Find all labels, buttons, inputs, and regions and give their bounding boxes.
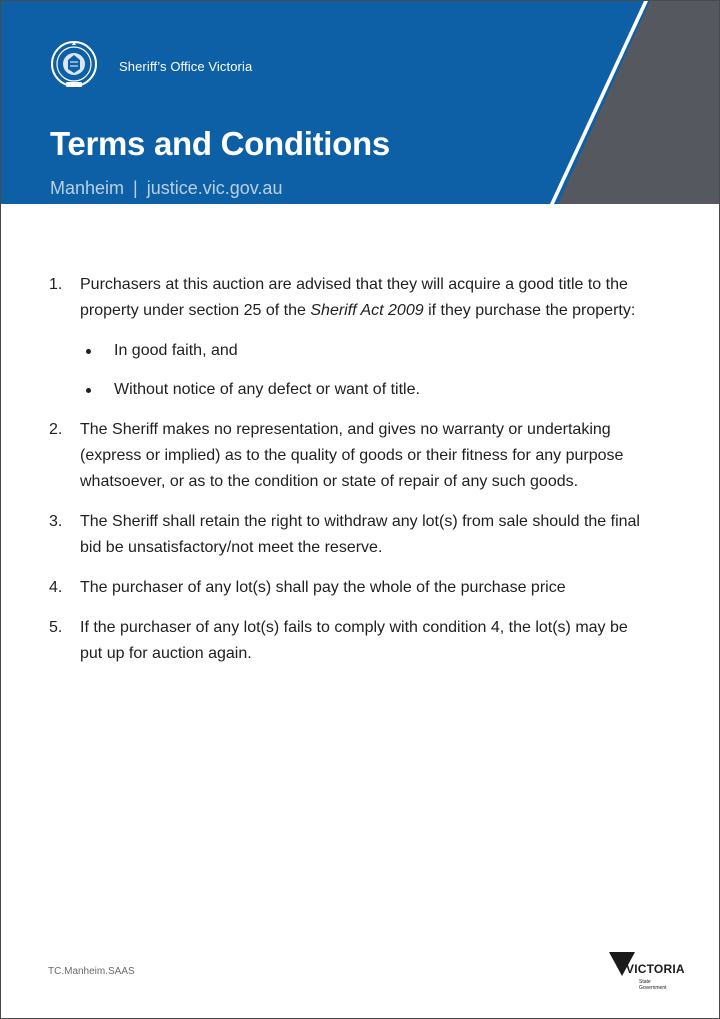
victoria-logo-word: VICTORIA (626, 962, 685, 976)
term-number: 2. (49, 421, 63, 438)
term-item (49, 509, 649, 561)
term-item (49, 575, 649, 601)
act-name: Sheriff Act 2009 (310, 302, 424, 319)
header-diagonal-stripe (1, 1, 719, 204)
bullet-text: Without notice of any defect or want of title. (114, 381, 420, 398)
term-item (49, 615, 649, 667)
term-text: If the purchaser of any lot(s) fails to comply with condition 4, the lot(s) may be put up for auction again. (80, 619, 628, 662)
terms-list (49, 272, 649, 681)
sheriff-crest-icon (49, 38, 99, 90)
term-item (49, 272, 649, 403)
header-subline (50, 178, 282, 199)
term-text-part: Purchasers at this auction are advised that they will acquire a good title to the property under section 25 of the (80, 276, 628, 319)
website-link[interactable]: justice.vic.gov.au (146, 178, 283, 198)
term-bullet-list (80, 338, 649, 403)
bullet-icon (86, 349, 91, 354)
term-text: The purchaser of any lot(s) shall pay the whole of the purchase price (80, 579, 566, 596)
bullet-icon (86, 388, 91, 393)
term-text (80, 276, 635, 319)
term-text-part: if they purchase the property: (423, 302, 636, 319)
header-banner (1, 1, 719, 204)
term-number: 1. (49, 276, 63, 293)
org-name: Sheriff’s Office Victoria (119, 59, 253, 74)
term-item (49, 417, 649, 495)
term-number: 5. (49, 619, 63, 636)
victoria-logo-subtitle: State Government (639, 979, 667, 991)
bullet-item (80, 338, 649, 364)
bullet-item (80, 377, 649, 403)
bullet-text: In good faith, and (114, 342, 238, 359)
page-title: Terms and Conditions (50, 125, 390, 162)
subline-separator: | (133, 178, 138, 198)
term-text: The Sheriff shall retain the right to withdraw any lot(s) from sale should the final bid be unsatisfactory/not meet the reserve. (80, 513, 640, 556)
location-label: Manheim (50, 178, 125, 198)
term-number: 4. (49, 579, 63, 596)
term-text: The Sheriff makes no representation, and gives no warranty or undertaking (express or implied) as to the quality of goods or their fitness for any purpose whatsoever, or as to the condition or state of repair of any such goods. (80, 421, 624, 490)
document-code: TC.Manheim.SAAS (48, 966, 135, 977)
term-number: 3. (49, 513, 63, 530)
